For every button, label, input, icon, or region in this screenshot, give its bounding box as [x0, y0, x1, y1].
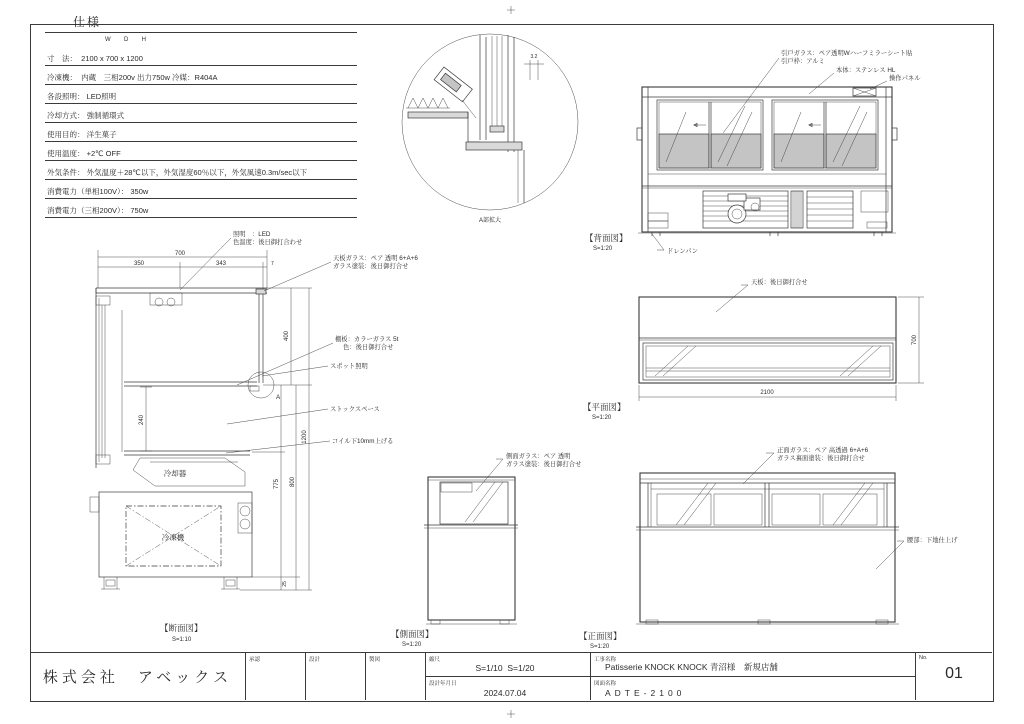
date-value: 2024.07.04 — [483, 688, 527, 698]
dim-7: 7 — [271, 261, 274, 267]
side-view-scale: S=1:20 — [402, 642, 422, 648]
section-view-scale: S=1:10 — [172, 637, 192, 643]
drawing-label: 図面名称 — [594, 681, 617, 687]
spec-row-freezer: 冷凍機： 内蔵 三相200v 出力750w 冷媒：R404A — [45, 66, 357, 85]
sheet-number-value: 01 — [945, 665, 963, 682]
back-drainpan-callout: ドレンパン — [667, 248, 698, 255]
back-doorglass-callout: 引戸ガラス：ペア透明Wハーフミラーシート貼 — [781, 50, 913, 57]
back-panel-callout: 操作パネル — [889, 75, 921, 82]
side-view-label: 【側面図】 — [391, 629, 434, 639]
spec-row-dimensions: W D H 寸 法： 2100 x 700 x 1200 — [45, 33, 357, 66]
spec-row-purpose: 使用目的： 洋生菓子 — [45, 123, 357, 142]
project-label: 工事名称 — [594, 657, 617, 663]
draft-cell — [365, 653, 425, 700]
side-view — [391, 451, 581, 648]
side-glass-callout: 側面ガラス：ペア 透明 — [506, 453, 571, 460]
section-light-callout2: 色温度：後日御打合わせ — [233, 239, 303, 246]
dim-343: 343 — [215, 261, 227, 267]
section-view-label: 【断面図】 — [160, 623, 203, 633]
detail-a-label: A部拡大 — [478, 218, 502, 224]
casters — [101, 577, 240, 589]
company-name: 株式会社 アベックス — [42, 669, 233, 686]
dim-350: 350 — [133, 261, 145, 267]
back-view-scale: S=1:20 — [593, 246, 613, 252]
front-glass-callout2: ガラス裏面塗装：後日御打合せ — [777, 455, 865, 462]
dim-400: 400 — [284, 330, 290, 342]
spec-row-power-three: 消費電力（三相200V）： 750w — [45, 199, 357, 218]
back-body-callout: 本体：ステンレス HL — [836, 67, 896, 74]
detail-gap-dim: 3.2 — [530, 54, 538, 60]
project-drawing-cell — [590, 653, 915, 700]
back-view-label: 【背面図】 — [585, 233, 628, 243]
section-topglass-callout2: ガラス塗装：後日御打合せ — [333, 263, 409, 270]
title-block — [30, 652, 992, 700]
spec-row-ambient: 外気条件： 外気温度＋28℃以下，外気湿度60％以下，外気風速0.3m/sec以下 — [45, 161, 357, 180]
front-base-callout: 腰部：下地仕上げ — [907, 537, 958, 544]
detail-a-view — [402, 34, 578, 224]
dim-700: 700 — [174, 251, 186, 257]
section-stock-callout: ストックスペース — [330, 406, 380, 413]
dim-240: 240 — [139, 414, 145, 426]
sheet-number-cell — [915, 653, 992, 700]
dim-1200: 1200 — [302, 430, 308, 444]
plan-view-label: 【平面図】 — [583, 402, 626, 412]
section-coil-callout: コイル下10mm上げる — [332, 438, 394, 445]
drawing-value: ADTE-2100 — [605, 688, 686, 698]
dim-775: 775 — [274, 478, 280, 490]
section-view — [90, 229, 418, 643]
section-shelf-callout2: 色：後日御打合せ — [343, 344, 394, 351]
spec-wdh-header: W D H — [105, 37, 147, 43]
spec-row-lighting: 各設照明： LED照明 — [45, 85, 357, 104]
plan-top-callout: 天板：後日御打合せ — [751, 279, 808, 286]
section-shelf-callout: 棚板：カラーガラス 5t — [335, 336, 399, 343]
section-freezer-label: 冷凍機 — [161, 533, 185, 542]
plan-view — [583, 277, 924, 421]
sheet-number-label: No. — [919, 655, 928, 661]
machine-compartment — [648, 191, 888, 228]
spec-row-temperature: 使用温度： +2℃ OFF — [45, 142, 357, 161]
detail-lamp — [434, 67, 472, 102]
project-row — [591, 653, 915, 677]
approval-label: 承認 — [249, 657, 261, 663]
design-label: 設計 — [309, 657, 321, 663]
back-doorframe-callout: 引戸枠：アルミ — [781, 58, 825, 65]
side-glass-callout2: ガラス塗装：後日御打合せ — [506, 461, 582, 468]
plan-view-scale: S=1:20 — [592, 415, 612, 421]
date-label: 設計年月日 — [429, 681, 457, 687]
drawing-row — [591, 677, 915, 701]
scale-date-cell — [425, 653, 590, 700]
scale-value: S=1/10 S=1/20 — [475, 663, 535, 673]
approval-cell — [245, 653, 305, 700]
spec-title: 仕様 — [45, 12, 357, 33]
draft-label: 製図 — [369, 657, 381, 663]
front-view-label: 【正面図】 — [579, 631, 622, 641]
section-spot-callout: スポット照明 — [330, 363, 368, 370]
dim-25: 25 — [282, 581, 288, 587]
back-view — [585, 48, 921, 255]
section-cooler-label: 冷却器 — [163, 469, 187, 478]
dim-800: 800 — [290, 476, 296, 488]
front-view-scale: S=1:20 — [590, 644, 610, 650]
spec-row-power-single: 消費電力（単相100V）： 350w — [45, 180, 357, 199]
front-glass-callout: 正面ガラス：ペア 高透過 6+A+6 — [777, 447, 869, 454]
front-view — [579, 445, 958, 650]
scale-row — [426, 653, 590, 677]
scale-label: 縮尺 — [429, 657, 441, 663]
section-detail-mark: A — [276, 394, 281, 401]
plan-dim-700: 700 — [912, 334, 918, 346]
section-topglass-callout: 天板ガラス：ペア 透明 6+A+6 — [333, 255, 418, 262]
plan-dim-2100: 2100 — [760, 390, 774, 396]
section-light-callout: 照明 ：LED — [233, 231, 271, 238]
spec-row-cooling: 冷却方式： 強制循環式 — [45, 104, 357, 123]
project-value: Patisserie KNOCK KNOCK 青沼様 新規店舗 — [605, 662, 778, 672]
date-row — [426, 677, 590, 701]
design-cell — [305, 653, 365, 700]
